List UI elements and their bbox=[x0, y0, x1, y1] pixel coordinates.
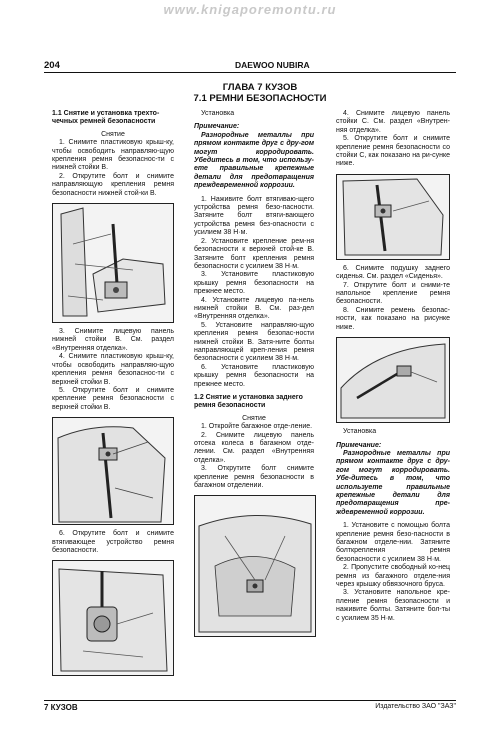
step-paragraph: 2. Пропустите свободный ко-нец ремня из багажного отделе-ния через крышку обвязочного бруса. bbox=[336, 564, 450, 588]
figure-illustration bbox=[337, 175, 449, 259]
figure-retractor bbox=[52, 560, 174, 676]
step-paragraph: 3. Установите напольное кре-пление ремня безопасности и наживите болты. Затяните бол-ты с усилием 35 Н·м. bbox=[336, 589, 450, 622]
figure-b-pillar-upper bbox=[52, 417, 174, 525]
chapter-title: ГЛАВА 7 КУЗОВ bbox=[222, 82, 298, 93]
step-paragraph: 4. Снимите пластиковую крыш-ку, чтобы освободить направляю-щую крепления ремня безопаснос-ти с верхней стойки В. bbox=[52, 353, 174, 386]
figure-floor-anchor bbox=[336, 337, 450, 423]
subheading-install: Установка bbox=[201, 110, 235, 117]
step-paragraph: 5. Открутите болт и снимите крепление ремня безопасности с верхней стойки В. bbox=[52, 386, 174, 411]
step-paragraph: 4. Снимите лицевую панель стойки С. См. раздел «Внутрен-няя отделка». bbox=[336, 110, 450, 134]
step-paragraph: 6. Установите пластиковую крышку ремня безопасности на прежнее место. bbox=[194, 363, 314, 388]
step-paragraph: 3. Установите пластиковую крышку ремня безопасности на прежнее место. bbox=[194, 271, 314, 296]
step-paragraph: 7. Открутите болт и сними-те напольное крепление ремня безопасности. bbox=[336, 281, 450, 306]
figure-trunk-anchor bbox=[194, 495, 316, 637]
figure-c-pillar bbox=[336, 174, 450, 260]
section-heading-1-2: 1.2 Снятие и установка заднего ремня безопасности bbox=[194, 394, 303, 410]
note-title: Примечание: bbox=[336, 441, 382, 449]
note-text: Разнородные металлы при прямом контакте друг с дру-гом могут корродировать. Убе-дитесь в том, что используете правильные крепежные детали для предотвращения пре-ждевременной коррозии. bbox=[336, 449, 450, 516]
step-paragraph: 5. Установите направляю-щую крепления ремня безопас-ности нижней стойки В. Затя-ните болты направляющей креп-ления ремня безопасности с усилием 38 Н·м. bbox=[194, 321, 314, 363]
step-paragraph: 2. Снимите лицевую панель отсека колеса в багажном отде-лении. См. раздел «Внутренняя отделка». bbox=[194, 431, 314, 464]
step-paragraph: 4. Установите лицевую па-нель нижней стойки В. См. раз-дел «Внутренняя отделка». bbox=[194, 296, 314, 321]
figure-b-pillar-lower bbox=[52, 203, 174, 323]
footer-publisher: Издательство ЗАО "ЗАЗ" bbox=[375, 703, 456, 710]
figure-illustration bbox=[195, 496, 315, 636]
section-title: 7.1 РЕМНИ БЕЗОПАСНОСТИ bbox=[193, 93, 327, 104]
note-title: Примечание: bbox=[194, 123, 240, 131]
figure-illustration bbox=[53, 204, 173, 322]
step-paragraph: 2. Открутите болт и снимите направляющую крепления ремня безопасности нижней стой-ки В. bbox=[52, 172, 174, 197]
step-paragraph: 3. Снимите лицевую панель нижней стойки В. См. раздел «Внутренняя отделка». bbox=[52, 328, 174, 352]
brand-title: DAEWOO NUBIRA bbox=[235, 60, 310, 70]
footer-rule bbox=[44, 700, 456, 701]
step-paragraph: 8. Снимите ремень безопас-ности, как показано на рисунке ниже. bbox=[336, 306, 450, 331]
subheading-install: Установка bbox=[343, 428, 377, 436]
watermark: www.knigaporemontu.ru bbox=[163, 2, 337, 17]
step-paragraph: 6. Снимите подушку заднего сиденья. См. раздел «Сиденья». bbox=[336, 264, 450, 281]
step-paragraph: 1. Снимите пластиковую крыш-ку, чтобы освободить направляю-щую крепления ремня безопаснос-ти с нижней стойки В. bbox=[52, 139, 174, 172]
step-paragraph: 1. Установите с помощью болта крепление ремня безо-пасности в багажном отделе-нии. Затяните болткрепления ремня безопасности с усилием 38 Н·м. bbox=[336, 522, 450, 563]
note-text: Разнородные металлы при прямом контакте друг с дру-гом могут корродировать. Убедитесь в том, что использу-ете правильные крепежные детали для предотвращения преждевременной коррозии. bbox=[194, 131, 314, 190]
figure-illustration bbox=[53, 418, 173, 524]
subheading-removal: Снятие bbox=[242, 414, 266, 422]
step-paragraph: 3. Открутите болт снимите крепление ремня безопасности в багажном отделении. bbox=[194, 465, 314, 490]
step-paragraph: 2. Установите крепление рем-ня безопасности к верхней стой-ке В. Затяните болт крепления ремня безопасности с усилием 38 Н·м. bbox=[194, 237, 314, 270]
step-paragraph: 6. Открутите болт и снимите втягивающее устройство ремня безопасности. bbox=[52, 530, 174, 554]
figure-illustration bbox=[53, 561, 173, 675]
footer-chapter: 7 КУЗОВ bbox=[44, 703, 78, 712]
column-2 bbox=[194, 110, 314, 637]
column-3 bbox=[336, 110, 450, 623]
chapter-heading bbox=[160, 82, 360, 104]
step-paragraph: 1. Откройте багажное отде-ление. bbox=[201, 423, 313, 431]
figure-illustration bbox=[337, 338, 449, 422]
subheading-removal: Снятие bbox=[101, 130, 125, 138]
page-number: 204 bbox=[44, 60, 60, 71]
step-paragraph: 1. Наживите болт втягиваю-щего устройства ремня безо-пасности. Затяните болт втяги-вающего устройства ремня без-опасности с усилием 38 Н·м. bbox=[194, 195, 314, 237]
section-heading-1-1: 1.1 Снятие и установка трехто-чечных ремней безопасности bbox=[52, 110, 160, 126]
step-paragraph: 5. Открутите болт и снимите крепление ремня безопасности со стойки С, как показано на ри-сунке ниже. bbox=[336, 135, 450, 168]
column-1 bbox=[52, 110, 174, 676]
